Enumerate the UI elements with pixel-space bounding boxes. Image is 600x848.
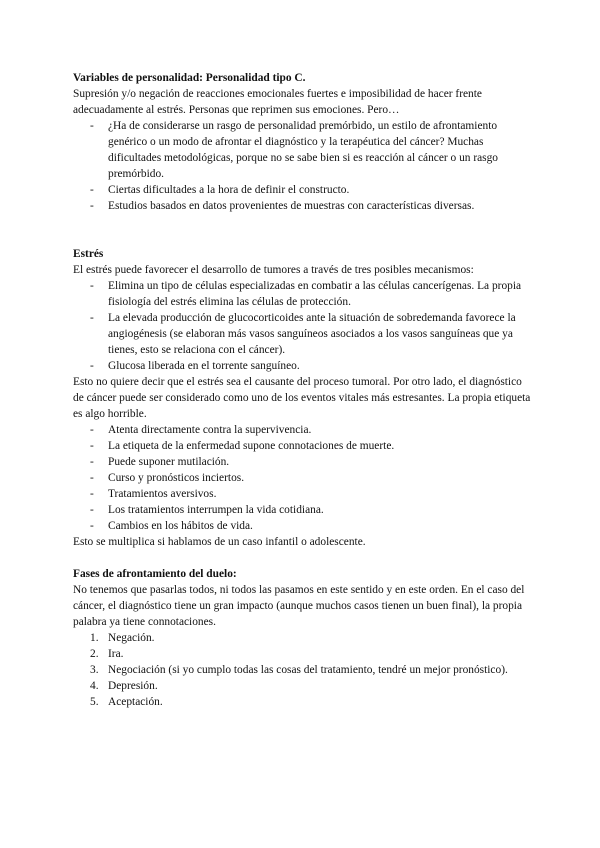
list-item	[73, 662, 533, 678]
section-heading-grief: Fases de afrontamiento del duelo:	[73, 568, 237, 580]
section-heading-personality: Variables de personalidad: Personalidad tipo C.	[73, 72, 306, 84]
spacer	[73, 214, 533, 246]
list-item: - Curso y pronósticos inciertos.	[73, 470, 533, 486]
list-item: - Tratamientos aversivos.	[73, 486, 533, 502]
spacer	[73, 550, 533, 566]
list-number: 5.	[90, 696, 99, 708]
list-item: - La elevada producción de glucocorticoides ante la situación de sobredemanda favorece la angiogénesis (se elaboran más vasos sanguíneos asociados a los vasos sanguíneas que ya tienes, esto se relaciona con el cáncer).	[73, 310, 533, 358]
list-item-text: Negación.	[108, 632, 155, 644]
list-item: - Ciertas dificultades a la hora de definir el constructo.	[73, 182, 533, 198]
list-item: - ¿Ha de considerarse un rasgo de personalidad premórbido, un estilo de afrontamiento genérico o un modo de afrontar el diagnóstico y la terapéutica del cáncer? Muchas dificultades metodológicas, porque no se sabe bien si es reacción al cáncer o un rasgo premórbido.	[73, 118, 533, 182]
paragraph-stress-closing: Esto se multiplica si hablamos de un caso infantil o adolescente.	[73, 536, 366, 548]
list-item-text: Aceptación.	[108, 696, 163, 708]
list-item	[73, 678, 533, 694]
document-body	[73, 70, 533, 710]
list-item-text: Ira.	[108, 648, 124, 660]
list-item	[73, 646, 533, 662]
list-number: 1.	[90, 632, 99, 644]
list-item: - Estudios basados en datos provenientes de muestras con características diversas.	[73, 198, 533, 214]
list-item: - Cambios en los hábitos de vida.	[73, 518, 533, 534]
list-personality	[73, 118, 533, 214]
list-item-text: Negociación (si yo cumplo todas las cosas del tratamiento, tendré un mejor pronóstico).	[108, 664, 508, 676]
paragraph-personality-intro: Supresión y/o negación de reacciones emocionales fuertes e imposibilidad de hacer frente adecuadamente al estrés. Personas que reprimen sus emociones. Pero…	[73, 88, 482, 116]
list-item	[73, 630, 533, 646]
list-item: - Glucosa liberada en el torrente sanguíneo.	[73, 358, 533, 374]
section-heading-stress: Estrés	[73, 248, 104, 260]
list-number: 4.	[90, 680, 99, 692]
paragraph-grief-intro: No tenemos que pasarlas todos, ni todos las pasamos en este sentido y en este orden. En el caso del cáncer, el diagnóstico tiene un gran impacto (aunque muchos casos tienen un buen final), la propia palabra ya tiene connotaciones.	[73, 584, 525, 628]
list-item: - Atenta directamente contra la supervivencia.	[73, 422, 533, 438]
list-grief-phases	[73, 630, 533, 710]
list-number: 2.	[90, 648, 99, 660]
paragraph-stress-intro: El estrés puede favorecer el desarrollo de tumores a través de tres posibles mecanismos:	[73, 264, 474, 276]
list-item-text: Depresión.	[108, 680, 158, 692]
list-item: - Elimina un tipo de células especializadas en combatir a las células cancerígenas. La propia fisiología del estrés elimina las células de protección.	[73, 278, 533, 310]
list-stressors	[73, 422, 533, 534]
list-item: - La etiqueta de la enfermedad supone connotaciones de muerte.	[73, 438, 533, 454]
list-item	[73, 694, 533, 710]
paragraph-stress-middle: Esto no quiere decir que el estrés sea el causante del proceso tumoral. Por otro lado, el diagnóstico de cáncer puede ser considerado como uno de los eventos vitales más estresantes. La propia etiqueta es algo horrible.	[73, 376, 531, 420]
list-item: - Los tratamientos interrumpen la vida cotidiana.	[73, 502, 533, 518]
list-number: 3.	[90, 664, 99, 676]
list-item: - Puede suponer mutilación.	[73, 454, 533, 470]
list-stress-mechanisms	[73, 278, 533, 374]
